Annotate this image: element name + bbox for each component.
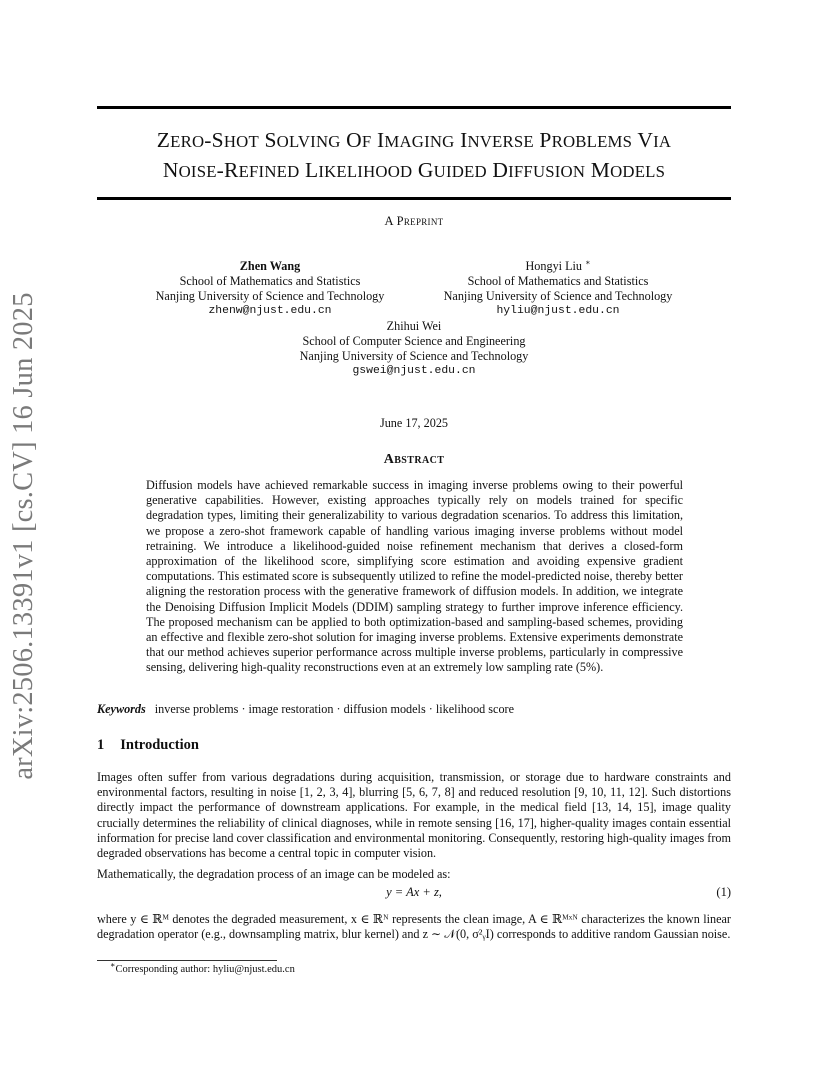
preprint-label: A Preprint bbox=[384, 214, 444, 228]
footnote bbox=[110, 960, 295, 975]
author-name: Hongyi Liu bbox=[525, 259, 583, 273]
equation-number: (1) bbox=[716, 885, 731, 899]
intro-paragraph-1: Images often suffer from various degradations during acquisition, transmission, or storage due to hardware constraints and environmental factors, resulting in noise [1, 2, 3, 4], blurring [5, 6, 7, 8] and reduced resolution [9, 10, 11, 12]. Such distortions directly impact the performance of downstream applications. For example, in the medical field [13, 14, 15], image quality crucially determines the reliability of clinical diagnoses, while in remote sensing [16, 17], higher-quality images contain essential information for precise land cover classification and environmental monitoring. Consequently, restoring high-quality images from degraded observations has become a central topic in computer vision. bbox=[97, 770, 731, 861]
title-line-1: ZERO-SHOT SOLVING OF IMAGING INVERSE PROBLEMS VIA bbox=[156, 128, 672, 152]
author-affiliation: School of Computer Science and Engineering bbox=[302, 334, 526, 348]
keywords-text: inverse problems · image restoration · diffusion models · likelihood score bbox=[154, 702, 515, 716]
section-number: 1 bbox=[97, 737, 105, 753]
section-title: Introduction bbox=[120, 737, 199, 753]
title-line-2: NOISE-REFINED LIKELIHOOD GUIDED DIFFUSION MODELS bbox=[162, 158, 666, 182]
author-block-3 bbox=[264, 319, 564, 379]
author-institution: Nanjing University of Science and Technology bbox=[155, 289, 385, 303]
abstract-text: Diffusion models have achieved remarkable success in imaging inverse problems owing to their powerful generative capabilities. However, existing approaches typically rely on models trained for specific degradation types, limiting their generalizability to various degradation scenarios. To address this limitation, we propose a zero-shot framework capable of handling various imaging inverse problems without model retraining. We introduce a likelihood-guided noise refinement mechanism that derives a closed-form approximation of the likelihood score, simplifying score estimation and avoiding expensive gradient computations. This estimated score is subsequently utilized to refine the model-predicted noise, thereby better aligning the restoration process with the generative framework of diffusion models. In addition, we integrate the Denoising Diffusion Implicit Models (DDIM) sampling strategy to further improve inference efficiency. The proposed mechanism can be applied to both optimization-based and sampling-based schemes, providing an effective and flexible zero-shot solution for imaging inverse problems. Extensive experiments demonstrate that our method achieves superior performance across multiple inverse problems, particularly in compressive sensing, delivering high-quality reconstructions even at an extremely low sampling rate (5%). bbox=[146, 478, 683, 675]
author-institution: Nanjing University of Science and Technology bbox=[443, 289, 673, 303]
intro-paragraph-2: Mathematically, the degradation process of an image can be modeled as: bbox=[97, 867, 451, 881]
keywords-label: Keywords bbox=[97, 702, 146, 716]
abstract-heading: Abstract bbox=[383, 452, 445, 467]
author-block-2 bbox=[418, 259, 698, 319]
author-email[interactable]: gswei@njust.edu.cn bbox=[352, 365, 476, 377]
author-institution: Nanjing University of Science and Technology bbox=[299, 349, 529, 363]
equation-body: y = Ax + z, bbox=[386, 885, 442, 899]
section-heading-introduction bbox=[97, 737, 199, 754]
author-email[interactable]: hyliu@njust.edu.cn bbox=[496, 305, 620, 317]
corresponding-author-mark[interactable]: ∗ bbox=[585, 257, 591, 267]
title-rule-top bbox=[97, 106, 731, 109]
title-rule-bottom bbox=[97, 197, 731, 200]
footnote-mark: ∗ bbox=[110, 960, 116, 970]
paper-title bbox=[97, 126, 731, 186]
author-name: Zhihui Wei bbox=[386, 319, 442, 333]
author-name-line bbox=[418, 259, 698, 274]
arxiv-sidebar bbox=[2, 292, 46, 780]
author-name: Zhen Wang bbox=[239, 259, 301, 273]
equation-1 bbox=[97, 885, 731, 903]
footnote-text: Corresponding author: hyliu@njust.edu.cn bbox=[115, 964, 295, 975]
author-email[interactable]: zhenw@njust.edu.cn bbox=[208, 305, 332, 317]
author-block-1 bbox=[130, 259, 410, 319]
author-affiliation: School of Mathematics and Statistics bbox=[467, 274, 649, 288]
arxiv-identifier: arXiv:2506.13391v1 [cs.CV] 16 Jun 2025 bbox=[8, 292, 39, 780]
footnote-rule bbox=[97, 960, 277, 961]
intro-paragraph-3: where y ∈ ℝᴹ denotes the degraded measurement, x ∈ ℝᴺ represents the clean image, A ∈ ℝᴹˣᴺ characterizes the known linear degradation operator (e.g., downsampling matrix, blur kernel) and z ∼ 𝒩(0, σ²ᵧI) corresponds to additive random Gaussian noise. bbox=[97, 912, 731, 942]
keywords-line bbox=[97, 702, 731, 717]
publication-date: June 17, 2025 bbox=[379, 416, 449, 430]
author-affiliation: School of Mathematics and Statistics bbox=[179, 274, 361, 288]
